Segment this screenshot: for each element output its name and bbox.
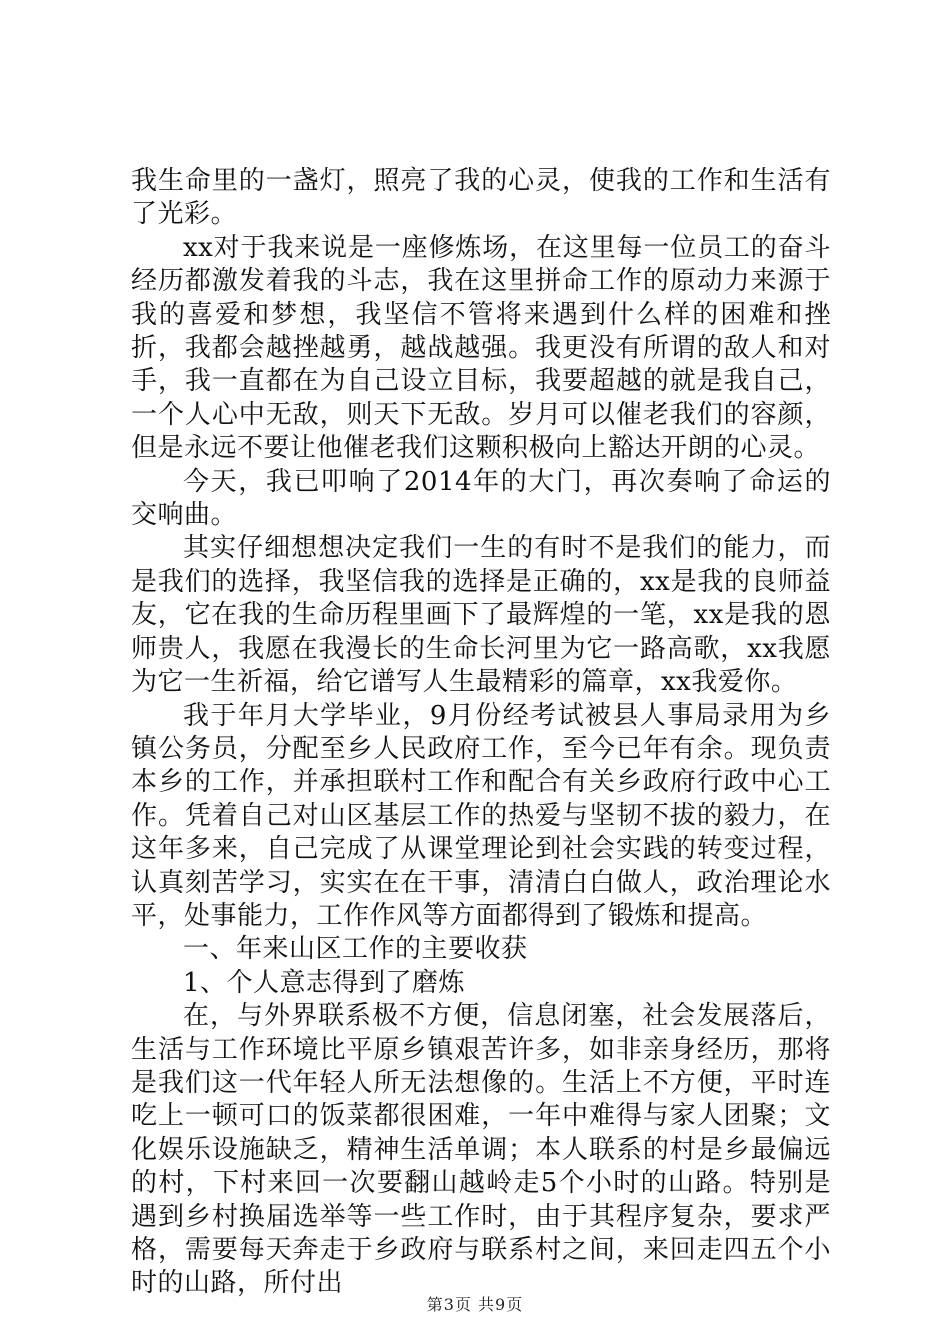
- paragraph: 在，与外界联系极不方便，信息闭塞，社会发展落后，生活与工作环境比平原乡镇艰苦许多，如非亲身经历，那将是我们这一代年轻人所无法想像的。生活上不方便，平时连吃上一顿可口的饭菜都很困难，一年中难得与家人团聚；文化娱乐设施缺乏，精神生活单调；本人联系的村是乡最偏远的村，下村来回一次要翻山越岭走5个小时的山路。特别是遇到乡村换届选举等一些工作时，由于其程序复杂，要求严格，需要每天奔走于乡政府与联系村之间，来回走四五个小时的山路，所付出: [131, 1001, 831, 1299]
- document-body: [131, 165, 831, 1301]
- paragraph: 我生命里的一盏灯，照亮了我的心灵，使我的工作和生活有了光彩。: [131, 166, 831, 230]
- paragraph: 其实仔细想想决定我们一生的有时不是我们的能力，而是我们的选择，我坚信我的选择是正确的，xx是我的良师益友，它在我的生命历程里画下了最辉煌的一笔，xx是我的恩师贵人，我愿在我漫长的生命长河里为它一路高歌，xx我愿为它一生祈福，给它谱写人生最精彩的篇章，xx我爱你。: [131, 533, 831, 698]
- section-heading: 一、年来山区工作的主要收获: [183, 934, 528, 965]
- paragraph: xx对于我来说是一座修炼场，在这里每一位员工的奋斗经历都激发着我的斗志，我在这里拼命工作的原动力来源于我的喜爱和梦想，我坚信不管将来遇到什么样的困难和挫折，我都会越挫越勇，越战越强。我更没有所谓的敌人和对手，我一直都在为自己设立目标，我要超越的就是我自己，一个人心中无敌，则天下无敌。岁月可以催老我们的容颜，但是永远不要让他催老我们这颗积极向上豁达开朗的心灵。: [131, 232, 831, 464]
- paragraph: 我于年月大学毕业，9月份经考试被县人事局录用为乡镇公务员，分配至乡人民政府工作，至今已年有余。现负责本乡的工作，并承担联村工作和配合有关乡政府行政中心工作。凭着自己对山区基层工作的热爱与坚韧不拔的毅力，在这年多来，自己完成了从课堂理论到社会实践的转变过程，认真刻苦学习，实实在在干事，清清白白做人，政治理论水平，处事能力，工作作风等方面都得到了锻炼和提高。: [131, 700, 831, 931]
- paragraph: 今天，我已叩响了2014年的大门，再次奏响了命运的交响曲。: [131, 466, 831, 531]
- page-number-footer: 第3页 共9页: [426, 1295, 524, 1314]
- subsection-heading: 1、个人意志得到了磨炼: [183, 967, 466, 998]
